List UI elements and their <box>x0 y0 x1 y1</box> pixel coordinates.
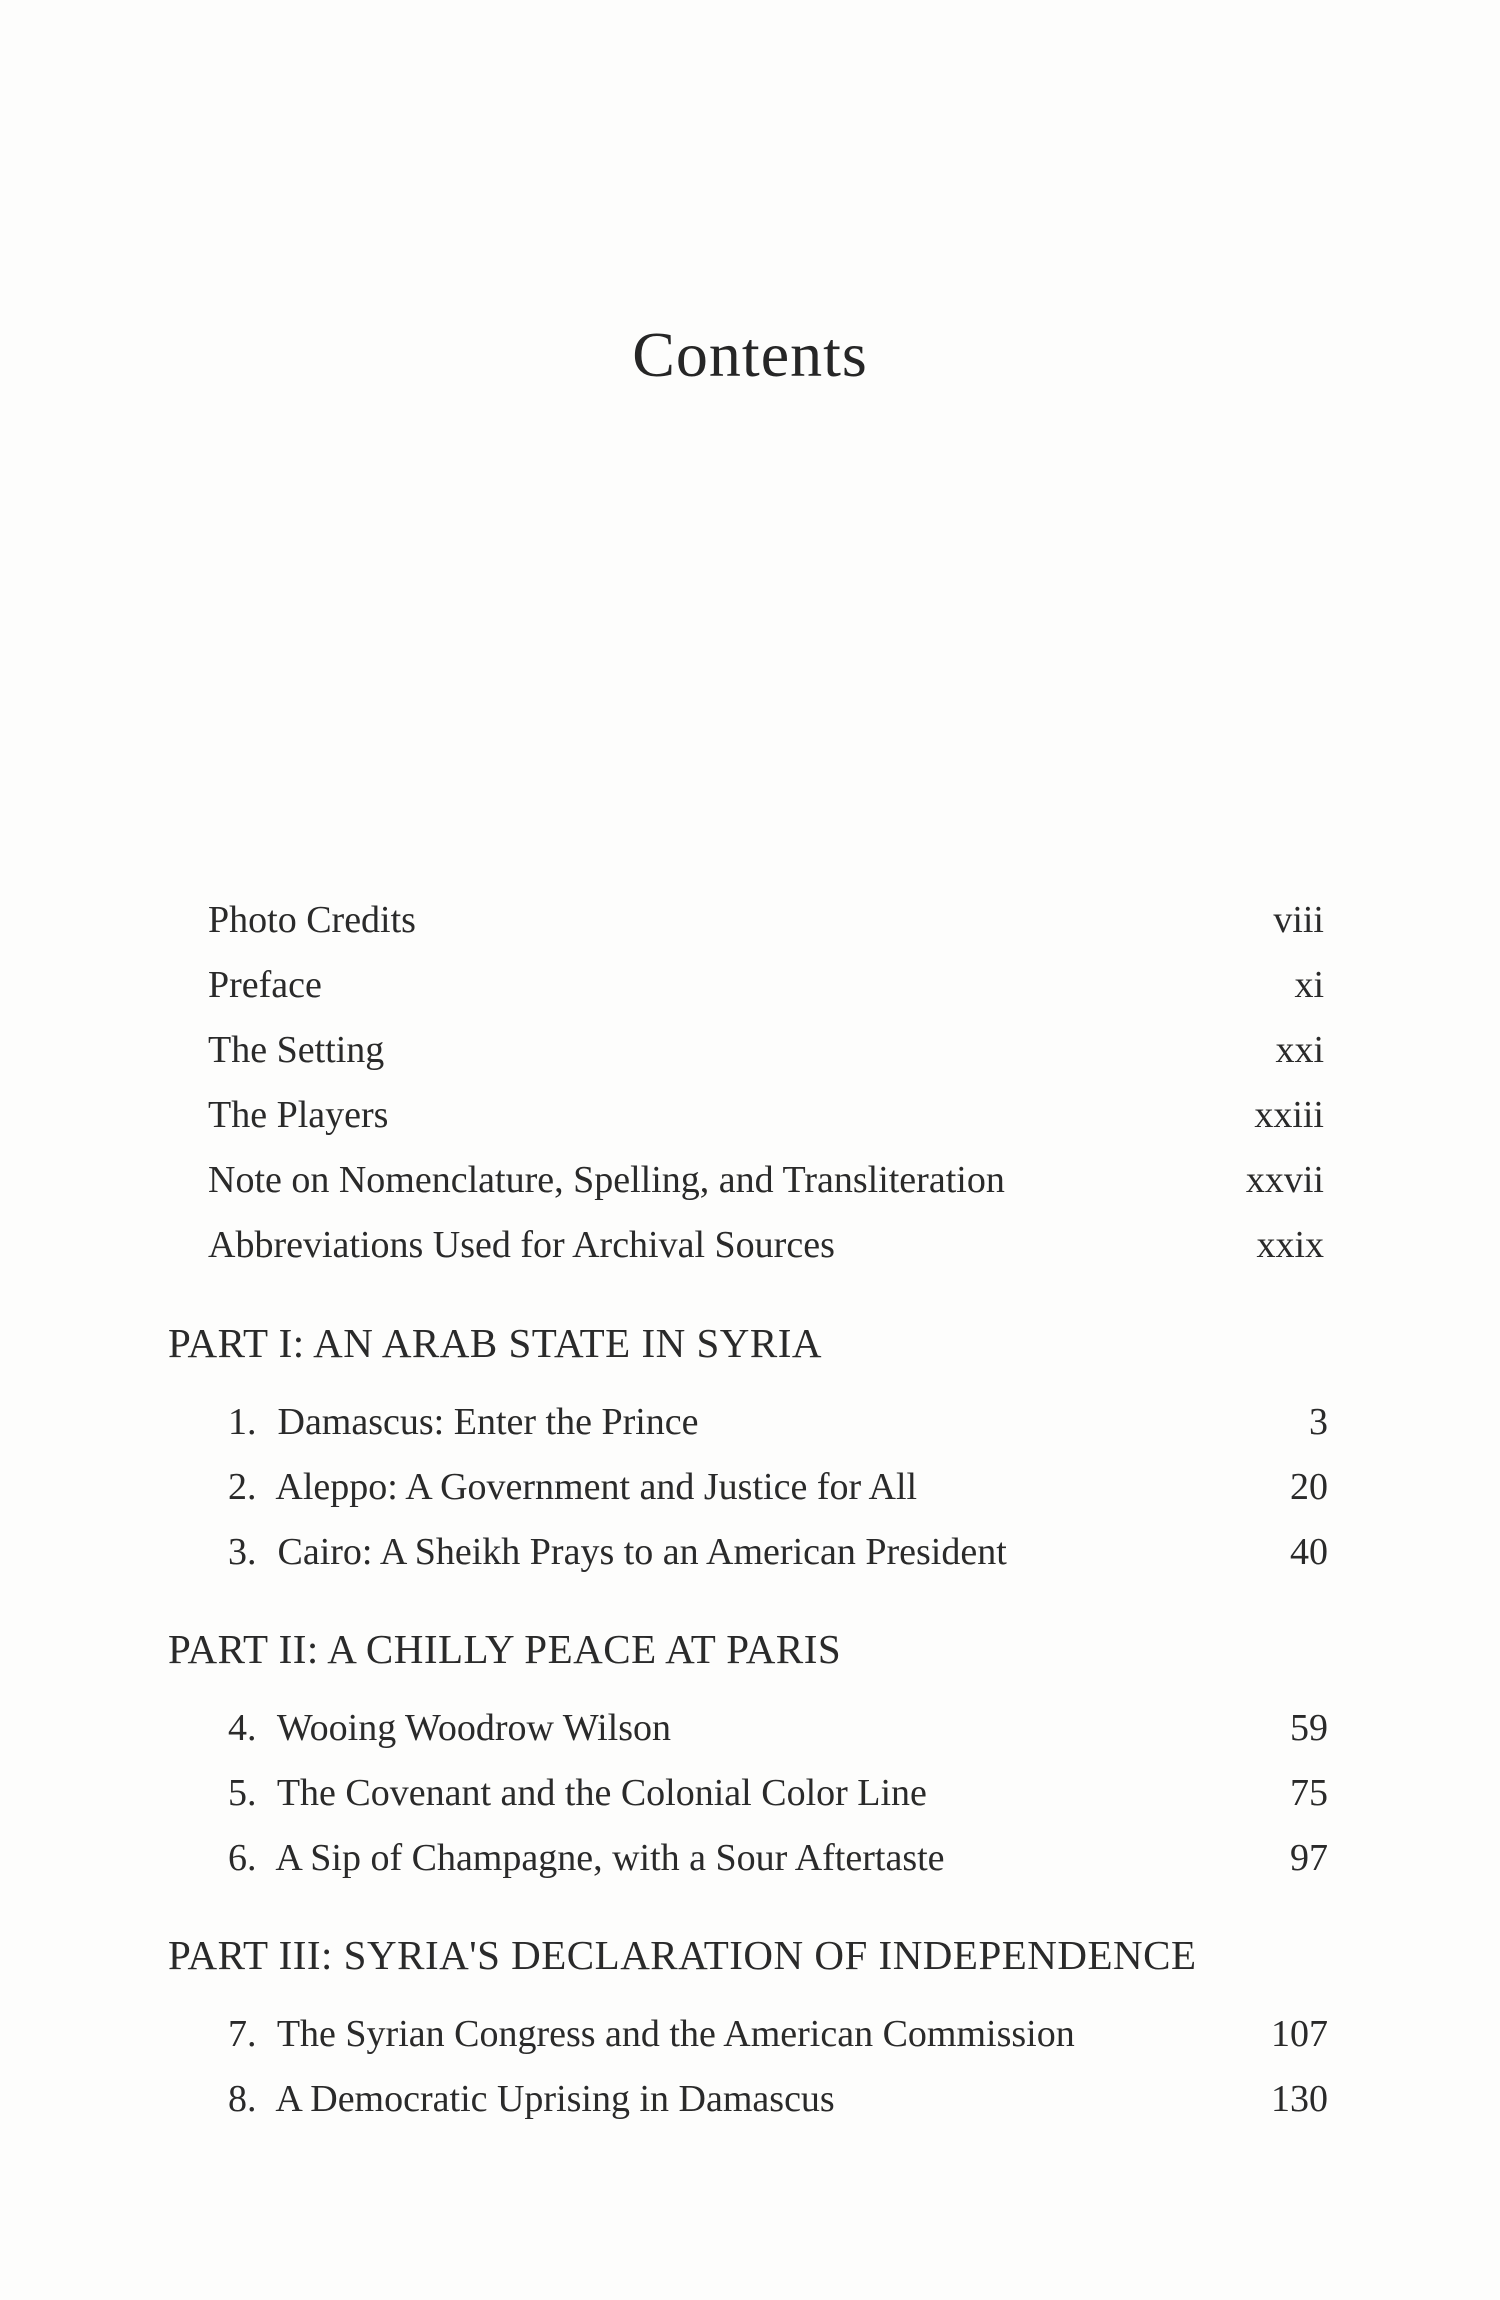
toc-chapter-page: 97 <box>1290 1837 1328 1879</box>
toc-chapter-label <box>228 1398 699 1446</box>
toc-entry-page: xxi <box>1275 1029 1324 1071</box>
toc-entry-label: Abbreviations Used for Archival Sources <box>208 1224 835 1266</box>
toc-chapter-label <box>228 2075 835 2123</box>
part-heading-1: PART I: AN ARAB STATE IN SYRIA <box>168 1320 822 1366</box>
toc-chapter-2 <box>228 1463 1328 1511</box>
toc-chapter-4 <box>228 1704 1328 1752</box>
toc-entry-the-players <box>208 1091 1324 1139</box>
toc-entry-label: The Players <box>208 1094 389 1136</box>
toc-entry-label: Photo Credits <box>208 899 416 941</box>
toc-entry-page: xxix <box>1256 1224 1324 1266</box>
chapter-number: 1. <box>228 1401 257 1443</box>
toc-entry-label: Preface <box>208 964 322 1006</box>
part-heading-2: PART II: A CHILLY PEACE AT PARIS <box>168 1626 842 1672</box>
toc-entry-label: Note on Nomenclature, Spelling, and Transliteration <box>208 1159 1005 1201</box>
toc-entry-label: The Setting <box>208 1029 385 1071</box>
toc-chapter-page: 75 <box>1290 1772 1328 1814</box>
toc-chapter-label <box>228 1463 917 1511</box>
toc-chapter-8 <box>228 2075 1328 2123</box>
chapter-number: 6. <box>228 1837 257 1879</box>
chapter-number: 5. <box>228 1772 257 1814</box>
chapter-title: Wooing Woodrow Wilson <box>276 1707 672 1749</box>
toc-chapter-label <box>228 2010 1075 2058</box>
chapter-number: 3. <box>228 1531 257 1573</box>
page-title: Contents <box>632 319 868 390</box>
chapter-title: Cairo: A Sheikh Prays to an American President <box>277 1531 1007 1573</box>
toc-chapter-page: 130 <box>1271 2078 1328 2120</box>
toc-entry-page: xxiii <box>1254 1094 1324 1136</box>
part-heading-3: PART III: SYRIA'S DECLARATION OF INDEPENDENCE <box>168 1932 1197 1978</box>
toc-chapter-page: 3 <box>1309 1401 1328 1443</box>
toc-chapter-page: 20 <box>1290 1466 1328 1508</box>
toc-chapter-label <box>228 1834 945 1882</box>
toc-chapter-page: 107 <box>1271 2013 1328 2055</box>
toc-entry-page: xxvii <box>1245 1159 1324 1201</box>
toc-chapter-7 <box>228 2010 1328 2058</box>
toc-chapter-6 <box>228 1834 1328 1882</box>
toc-chapter-label <box>228 1528 1007 1576</box>
toc-entry-abbreviations <box>208 1221 1324 1269</box>
toc-chapter-1 <box>228 1398 1328 1446</box>
toc-entry-page: xi <box>1294 964 1324 1006</box>
chapter-title: Damascus: Enter the Prince <box>277 1401 699 1443</box>
chapter-title: A Democratic Uprising in Damascus <box>275 2078 835 2120</box>
toc-entry-the-setting <box>208 1026 1324 1074</box>
toc-chapter-5 <box>228 1769 1328 1817</box>
chapter-number: 2. <box>228 1466 257 1508</box>
chapter-number: 4. <box>228 1707 257 1749</box>
toc-chapter-page: 40 <box>1290 1531 1328 1573</box>
toc-entry-page: viii <box>1273 899 1324 941</box>
chapter-title: The Syrian Congress and the American Commission <box>276 2013 1075 2055</box>
toc-entry-photo-credits <box>208 896 1324 944</box>
toc-chapter-label <box>228 1769 927 1817</box>
toc-entry-note-on-nomenclature <box>208 1156 1324 1204</box>
toc-entry-preface <box>208 961 1324 1009</box>
chapter-title: The Covenant and the Colonial Color Line <box>276 1772 927 1814</box>
chapter-title: A Sip of Champagne, with a Sour Aftertaste <box>275 1837 945 1879</box>
chapter-number: 7. <box>228 2013 257 2055</box>
chapter-number: 8. <box>228 2078 257 2120</box>
toc-chapter-label <box>228 1704 671 1752</box>
toc-chapter-page: 59 <box>1290 1707 1328 1749</box>
toc-chapter-3 <box>228 1528 1328 1576</box>
chapter-title: Aleppo: A Government and Justice for All <box>275 1466 918 1508</box>
